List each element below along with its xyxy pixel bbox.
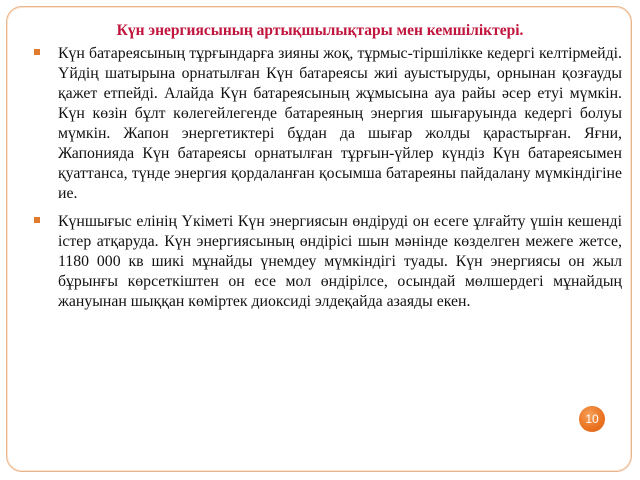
square-bullet-icon <box>34 217 40 223</box>
square-bullet-icon <box>34 49 40 55</box>
paragraph-text-2: Күншығыс елінің Үкіметі Күн энергиясын өндіруді он есеге ұлғайту үшін кешенді істер атқаруда. Күн энергиясының өндірісі шын мәнінде көзделген межеге жетсе, 1180 000 кв шикі мұнайды үнемдеу мүмкіндігі туады. Күн энергиясы он жыл бұрынғы көрсеткіштен он есе мол өндірілсе, осындай мөлшердегі мұнайдың жануынан шыққан көміртек диоксиді элдеқайда азаяды екен. <box>58 213 622 310</box>
slide-content <box>0 44 640 320</box>
bullet-paragraph-2 <box>58 212 622 312</box>
page-number-badge: 10 <box>579 406 605 432</box>
bullet-paragraph-1 <box>58 44 622 204</box>
paragraph-text-1: Күн батареясының тұрғындарға зияны жоқ, тұрмыс-тіршілікке кедергі келтірмейді. Үйдің шатырына орнатылған Күн батареясы жиі ауыстыруды, орнынан қозғауды қажет етпейді. Алайда Күн батареясының жұмысына ауа райы әсер етуі мүмкін. Күн көзін бұлт көлегейлегенде батареяның энергия шығаруында кедергі болуы мүмкін. Жапон энергетиктері бұдан да шығар жолды қарастырған. Яғни, Жапонияда Күн батареясы орнатылған тұрғын-үйлер күндіз Күн батареясымен қуаттанса, түнде энергия қордаланған қосымша батареяны пайдалану мүмкіндігіне ие. <box>58 45 622 202</box>
slide-title: Күн энергиясының артықшылықтары мен кемшіліктері. <box>116 22 524 39</box>
